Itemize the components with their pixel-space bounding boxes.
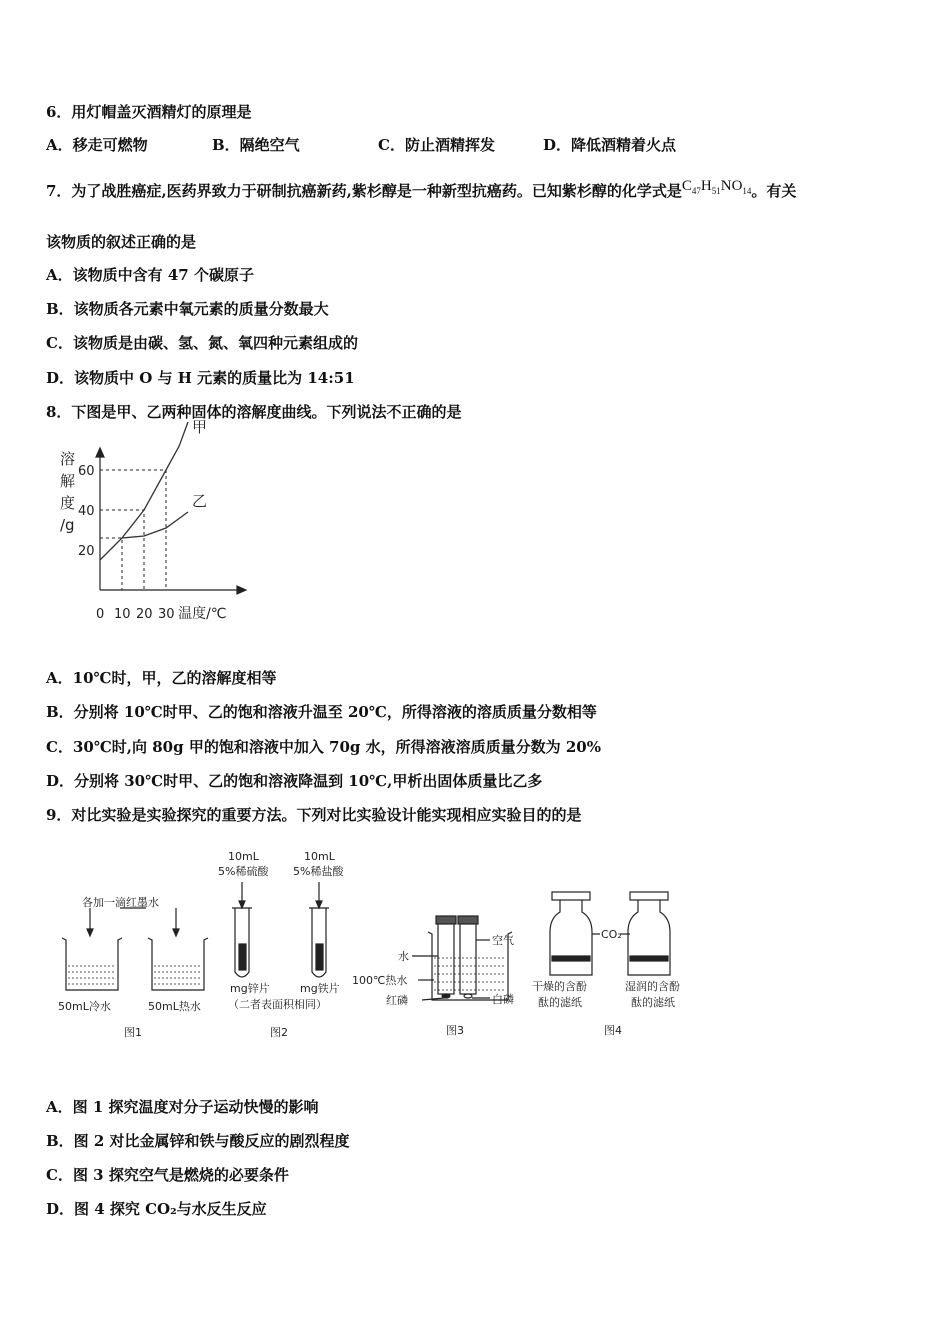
fig4-left-label2: 酞的滤纸	[538, 996, 582, 1009]
fig4-right-label1: 湿润的含酚	[625, 980, 680, 993]
solubility-chart	[50, 418, 260, 630]
q9-option-b: B．图 2 对比金属锌和铁与酸反应的剧烈程度	[46, 1132, 350, 1150]
x-axis-label: 温度/℃	[178, 606, 227, 622]
q9-option-d: D．图 4 探究 CO₂与水反生反应	[46, 1200, 267, 1218]
q7-option-a: A．该物质中含有 47 个碳原子	[46, 266, 254, 284]
experiment-figures	[40, 840, 720, 1050]
q9-option-a: A．图 1 探究温度对分子运动快慢的影响	[46, 1098, 319, 1116]
fig4-left-label1: 干燥的含酚	[532, 980, 587, 993]
y-tick-label: 60	[78, 464, 95, 479]
y-axis-label-char: 溶	[60, 450, 76, 468]
q8-option-c: C．30℃时,向 80g 甲的饱和溶液中加入 70g 水，所得溶液溶质质量分数为 20%	[46, 738, 601, 756]
fig2-caption: 图2	[270, 1026, 288, 1039]
fig3-water-label: 水	[398, 950, 409, 963]
q6-option-a: A．移走可燃物	[46, 136, 148, 154]
fig2-right-top1: 10mL	[304, 850, 335, 863]
fig1-left-label: 50mL冷水	[58, 1000, 111, 1013]
q8-option-b: B．分别将 10℃时甲、乙的饱和溶液升温至 20℃，所得溶液的溶质质量分数相等	[46, 703, 597, 721]
y-axis-label-char: /g	[60, 516, 75, 534]
y-tick-label: 40	[78, 504, 95, 519]
x-tick-label: 30	[158, 607, 175, 622]
q6-option-c: C．防止酒精挥发	[378, 136, 495, 154]
x-axis-arrow	[237, 586, 246, 594]
q9-stem: 9．对比实验是实验探究的重要方法。下列对比实验设计能实现相应实验目的的是	[46, 806, 582, 824]
q7-stem-line2: 该物质的叙述正确的是	[46, 233, 197, 251]
fig2-test-tubes	[232, 882, 329, 977]
origin-label: 0	[96, 607, 105, 622]
q9-option-c: C．图 3 探究空气是燃烧的必要条件	[46, 1166, 289, 1184]
fig3-red-p-label: 红磷	[386, 994, 408, 1007]
guide-line	[100, 538, 122, 590]
q7-stem-part2: 。有关	[751, 182, 797, 200]
fig4-right-label2: 酞的滤纸	[631, 996, 675, 1009]
fig2-left-top2: 5%稀硫酸	[218, 865, 269, 878]
q8-option-a: A．10℃时，甲，乙的溶解度相等	[46, 669, 277, 687]
y-tick-label: 20	[78, 544, 95, 559]
q7-stem-line1	[46, 178, 797, 207]
fig4-caption: 图4	[604, 1024, 622, 1037]
fig3-caption: 图3	[446, 1024, 464, 1037]
y-axis-label-char: 度	[60, 494, 76, 512]
q8-stem: 8．下图是甲、乙两种固体的溶解度曲线。下列说法不正确的是	[46, 403, 462, 421]
x-tick-label: 20	[136, 607, 153, 622]
q8-option-d: D．分别将 30℃时甲、乙的饱和溶液降温到 10℃,甲析出固体质量比乙多	[46, 772, 543, 790]
fig3-apparatus	[412, 916, 512, 1000]
q7-option-b: B．该物质各元素中氧元素的质量分数最大	[46, 300, 329, 318]
fig1-caption: 图1	[124, 1026, 142, 1039]
fig4-co2-label: CO₂	[601, 928, 622, 941]
series-jia-label: 甲	[192, 418, 208, 436]
q6-stem: 6．用灯帽盖灭酒精灯的原理是	[46, 103, 252, 121]
fig1-top-label: 各加一滴红墨水	[82, 896, 159, 909]
fig2-right-bottom: mg铁片	[300, 982, 340, 995]
taxol-formula: $C_{47}H_{51}NO_{14}$	[681, 178, 752, 196]
fig1-right-label: 50mL热水	[148, 1000, 201, 1013]
q7-option-d: D．该物质中 O 与 H 元素的质量比为 14:51	[46, 369, 355, 387]
fig3-air-label: 空气	[492, 934, 514, 947]
fig2-note: （二者表面积相同）	[228, 998, 327, 1011]
fig3-white-p-label: 白磷	[492, 993, 514, 1006]
q7-option-c: C．该物质是由碳、氢、氮、氧四种元素组成的	[46, 334, 358, 352]
q6-option-b: B．隔绝空气	[212, 136, 300, 154]
fig3-hot-water-label: 100℃热水	[352, 974, 408, 987]
q7-stem-part1: 7．为了战胜癌症,医药界致力于研制抗癌新药,紫杉醇是一种新型抗癌药。已知紫杉醇的化学式是	[46, 182, 682, 200]
fig2-left-top1: 10mL	[228, 850, 259, 863]
q6-option-d: D．降低酒精着火点	[543, 136, 677, 154]
fig1-beakers	[62, 908, 208, 990]
fig2-right-top2: 5%稀盐酸	[293, 865, 344, 878]
y-axis-arrow	[96, 448, 104, 457]
series-yi-label: 乙	[192, 492, 208, 510]
fig2-left-bottom: mg锌片	[230, 982, 270, 995]
x-tick-label: 10	[114, 607, 131, 622]
y-axis-label-char: 解	[60, 472, 76, 490]
